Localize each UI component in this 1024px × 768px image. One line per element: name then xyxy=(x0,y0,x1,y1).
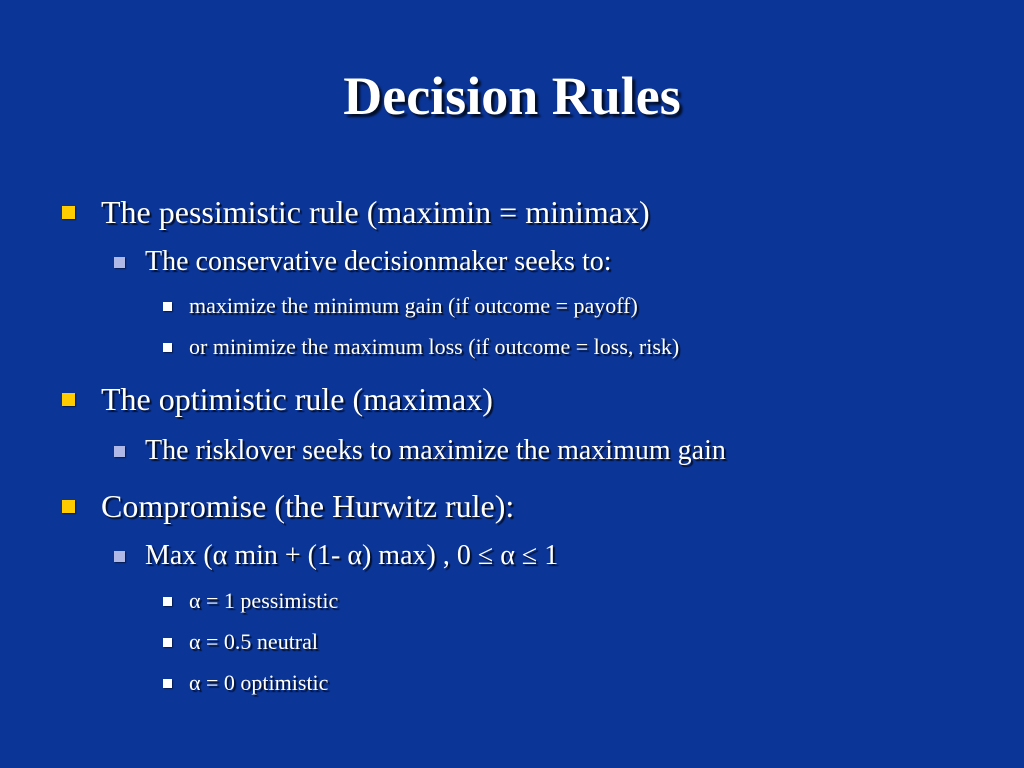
bullet-item-hurwitz-formula xyxy=(114,539,558,573)
bullet-item-alpha-0 xyxy=(163,669,328,697)
bullet-text: The risklover seeks to maximize the maximum gain xyxy=(145,435,726,466)
bullet-item-minimize-maximum-loss xyxy=(163,333,679,361)
bullet-text: α = 0 optimistic xyxy=(189,670,329,695)
bullet-item-pessimistic-rule xyxy=(62,193,650,231)
square-bullet-icon xyxy=(163,597,172,606)
bullet-text: The pessimistic rule (maximin = minimax) xyxy=(101,194,650,230)
bullet-text: α = 1 pessimistic xyxy=(189,588,339,613)
square-bullet-icon xyxy=(163,302,172,311)
bullet-item-optimistic-rule xyxy=(62,380,493,418)
bullet-text: α = 0.5 neutral xyxy=(189,629,319,654)
bullet-item-maximize-minimum-gain xyxy=(163,292,638,320)
square-bullet-icon xyxy=(163,638,172,647)
square-bullet-icon xyxy=(114,551,125,562)
bullet-item-compromise-hurwitz xyxy=(62,487,514,525)
square-bullet-icon xyxy=(114,257,125,268)
square-bullet-icon xyxy=(163,679,172,688)
square-bullet-icon xyxy=(62,393,75,406)
square-bullet-icon xyxy=(163,343,172,352)
bullet-text: Compromise (the Hurwitz rule): xyxy=(101,488,515,524)
bullet-item-alpha-0-5 xyxy=(163,628,318,656)
bullet-text: The optimistic rule (maximax) xyxy=(101,381,493,417)
slide-title: Decision Rules xyxy=(343,66,681,126)
bullet-text: Max (α min + (1- α) max) , 0 ≤ α ≤ 1 xyxy=(145,540,559,571)
square-bullet-icon xyxy=(62,500,75,513)
bullet-text: The conservative decisionmaker seeks to: xyxy=(145,246,612,277)
bullet-item-risklover xyxy=(114,434,726,468)
square-bullet-icon xyxy=(114,446,125,457)
bullet-text: maximize the minimum gain (if outcome = payoff) xyxy=(189,293,638,318)
bullet-item-conservative-decisionmaker xyxy=(114,245,612,279)
bullet-text: or minimize the maximum loss (if outcome = loss, risk) xyxy=(189,334,680,359)
square-bullet-icon xyxy=(62,206,75,219)
bullet-item-alpha-1 xyxy=(163,587,338,615)
